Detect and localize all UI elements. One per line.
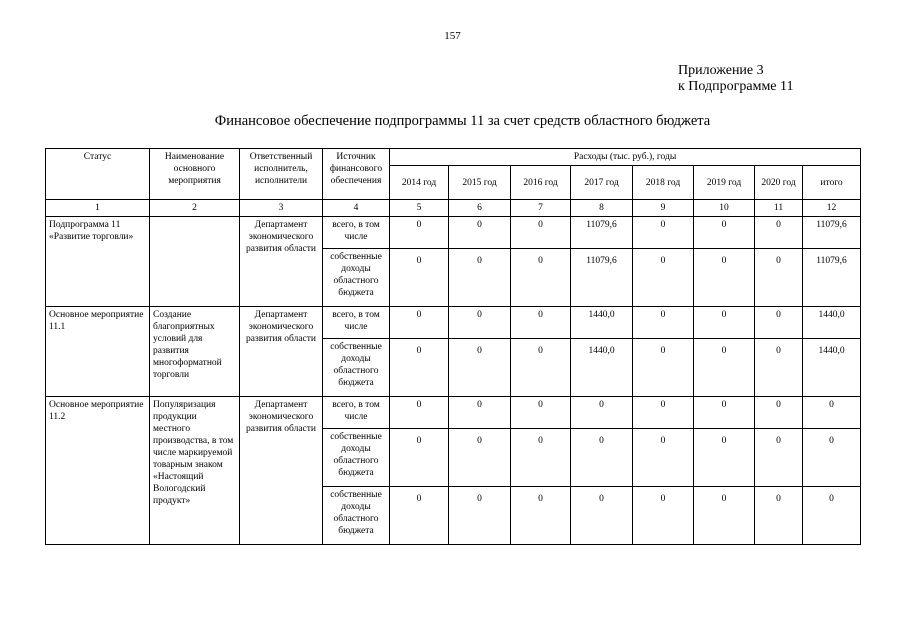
header-total: итого <box>803 166 861 200</box>
value-cell: 0 <box>755 487 803 545</box>
value-cell: 11079,6 <box>571 217 633 249</box>
source-cell: собственные доходы областного бюджета <box>323 249 390 307</box>
header-year: 2020 год <box>755 166 803 200</box>
column-number: 7 <box>511 200 571 217</box>
value-cell: 0 <box>694 487 755 545</box>
value-cell: 0 <box>633 217 694 249</box>
column-number: 1 <box>46 200 150 217</box>
value-cell: 0 <box>449 339 511 397</box>
value-cell: 0 <box>449 397 511 429</box>
source-cell: собственные доходы областного бюджета <box>323 429 390 487</box>
value-cell: 0 <box>511 487 571 545</box>
responsible-cell: Департамент экономического развития области <box>240 307 323 397</box>
value-cell: 0 <box>755 429 803 487</box>
header-year: 2017 год <box>571 166 633 200</box>
table-row <box>46 217 861 249</box>
total-cell: 11079,6 <box>803 217 861 249</box>
value-cell: 0 <box>449 249 511 307</box>
value-cell: 0 <box>694 339 755 397</box>
column-number: 2 <box>150 200 240 217</box>
value-cell: 0 <box>694 249 755 307</box>
responsible-cell: Департамент экономического развития области <box>240 217 323 307</box>
value-cell: 0 <box>694 307 755 339</box>
column-number-row <box>46 200 861 217</box>
value-cell: 0 <box>755 339 803 397</box>
header-name: Наименование основного мероприятия <box>150 149 240 200</box>
total-cell: 11079,6 <box>803 249 861 307</box>
appendix-line-2: к Подпрограмме 11 <box>678 79 794 94</box>
value-cell: 0 <box>511 307 571 339</box>
name-cell <box>150 217 240 307</box>
total-cell: 1440,0 <box>803 307 861 339</box>
value-cell: 11079,6 <box>571 249 633 307</box>
source-cell: собственные доходы областного бюджета <box>323 339 390 397</box>
header-year: 2019 год <box>694 166 755 200</box>
value-cell: 0 <box>755 307 803 339</box>
value-cell: 0 <box>633 307 694 339</box>
header-source: Источник финансового обеспечения <box>323 149 390 200</box>
value-cell: 0 <box>571 429 633 487</box>
name-cell: Популяризация продукции местного производства, в том числе маркируемой товарным знаком «Настоящий Вологодский продукт» <box>150 397 240 545</box>
value-cell: 0 <box>511 339 571 397</box>
value-cell: 0 <box>571 487 633 545</box>
source-cell: всего, в том числе <box>323 307 390 339</box>
value-cell: 0 <box>755 397 803 429</box>
total-cell: 0 <box>803 487 861 545</box>
value-cell: 0 <box>449 217 511 249</box>
header-year: 2016 год <box>511 166 571 200</box>
column-number: 3 <box>240 200 323 217</box>
column-number: 12 <box>803 200 861 217</box>
header-status: Статус <box>46 149 150 200</box>
column-number: 8 <box>571 200 633 217</box>
financing-table <box>45 148 861 545</box>
value-cell: 0 <box>633 339 694 397</box>
appendix-label <box>678 63 794 95</box>
header-row-1 <box>46 149 861 166</box>
value-cell: 0 <box>449 487 511 545</box>
value-cell: 0 <box>694 397 755 429</box>
header-expenses: Расходы (тыс. руб.), годы <box>390 149 861 166</box>
value-cell: 0 <box>571 397 633 429</box>
value-cell: 0 <box>633 397 694 429</box>
appendix-line-1: Приложение 3 <box>678 63 764 78</box>
status-cell: Основное мероприятие 11.2 <box>46 397 150 545</box>
value-cell: 0 <box>449 307 511 339</box>
value-cell: 0 <box>511 249 571 307</box>
header-year: 2014 год <box>390 166 449 200</box>
value-cell: 0 <box>633 429 694 487</box>
value-cell: 0 <box>390 487 449 545</box>
value-cell: 0 <box>511 217 571 249</box>
value-cell: 0 <box>694 217 755 249</box>
column-number: 10 <box>694 200 755 217</box>
status-cell: Основное мероприятие 11.1 <box>46 307 150 397</box>
value-cell: 0 <box>390 397 449 429</box>
source-cell: собственные доходы областного бюджета <box>323 487 390 545</box>
source-cell: всего, в том числе <box>323 217 390 249</box>
total-cell: 1440,0 <box>803 339 861 397</box>
document-title: Финансовое обеспечение подпрограммы 11 за счет средств областного бюджета <box>214 113 711 129</box>
value-cell: 0 <box>633 487 694 545</box>
value-cell: 0 <box>390 429 449 487</box>
table-row <box>46 397 861 429</box>
header-year: 2018 год <box>633 166 694 200</box>
column-number: 5 <box>390 200 449 217</box>
value-cell: 0 <box>511 397 571 429</box>
value-cell: 0 <box>390 249 449 307</box>
value-cell: 0 <box>511 429 571 487</box>
page-number: 157 <box>444 30 461 42</box>
value-cell: 0 <box>390 307 449 339</box>
total-cell: 0 <box>803 429 861 487</box>
column-number: 6 <box>449 200 511 217</box>
value-cell: 0 <box>694 429 755 487</box>
value-cell: 0 <box>390 339 449 397</box>
value-cell: 0 <box>633 249 694 307</box>
value-cell: 0 <box>390 217 449 249</box>
responsible-cell: Департамент экономического развития области <box>240 397 323 545</box>
table-row <box>46 307 861 339</box>
value-cell: 0 <box>755 249 803 307</box>
total-cell: 0 <box>803 397 861 429</box>
value-cell: 0 <box>449 429 511 487</box>
header-responsible: Ответственный исполнитель, исполнители <box>240 149 323 200</box>
value-cell: 0 <box>755 217 803 249</box>
source-cell: всего, в том числе <box>323 397 390 429</box>
name-cell: Создание благоприятных условий для развития многоформатной торговли <box>150 307 240 397</box>
value-cell: 1440,0 <box>571 339 633 397</box>
column-number: 9 <box>633 200 694 217</box>
header-year: 2015 год <box>449 166 511 200</box>
status-cell: Подпрограмма 11 «Развитие торговли» <box>46 217 150 307</box>
value-cell: 1440,0 <box>571 307 633 339</box>
column-number: 11 <box>755 200 803 217</box>
column-number: 4 <box>323 200 390 217</box>
